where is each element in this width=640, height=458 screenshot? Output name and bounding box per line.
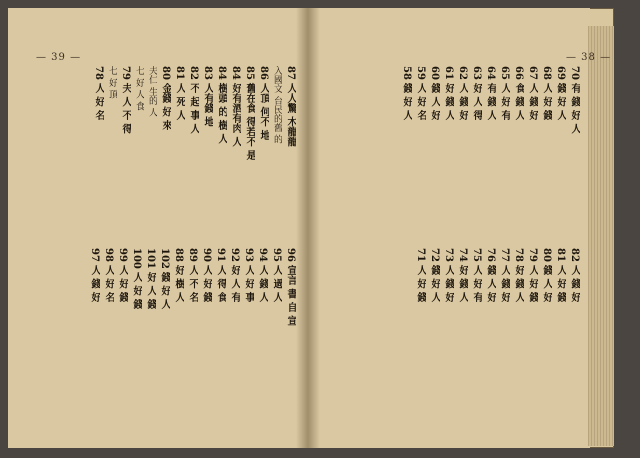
text-column: 68 人 好 錢	[541, 66, 552, 121]
text-column: 84 好有酒有肉 人	[230, 66, 241, 147]
text-column: 七 好 人 食	[134, 66, 144, 111]
text-column: 80 錢 人 好	[541, 248, 552, 303]
text-column: 96 宣言 書 自 宣	[285, 248, 296, 326]
text-column: 69 錢 好 人	[555, 66, 566, 121]
text-column: 77 人 錢 好	[499, 248, 510, 303]
text-column: 66 食 錢 人	[513, 66, 524, 121]
text-column: 91 人 得 食	[215, 248, 226, 303]
text-column: 七 好 頂	[107, 66, 117, 99]
text-column: 81 人 好 錢	[555, 248, 566, 303]
text-column: 90 人 好 錢	[201, 248, 212, 303]
text-column: 79 人 好 錢	[527, 248, 538, 303]
text-column: 63 好 人 得	[471, 66, 482, 121]
open-book	[8, 8, 614, 448]
text-column: 67 人 錢 好	[527, 66, 538, 121]
text-column: 82 人 錢 好	[569, 248, 580, 303]
text-column: 98 人 好 名	[103, 248, 114, 303]
right-page-bottom-text	[330, 248, 580, 426]
text-column: 58 錢 好 人	[401, 66, 412, 121]
text-column: 87 人人驚 木龍龍	[285, 66, 296, 147]
text-column: 95 人 過 人	[271, 248, 282, 303]
text-column: 73 人 錢 好	[443, 248, 454, 303]
left-page-bottom-text	[38, 248, 296, 426]
text-column: 81 人 死 人	[174, 66, 185, 121]
text-column: 99 人 好 錢	[117, 248, 128, 303]
text-column: 65 人 好 有	[499, 66, 510, 121]
text-column: 100 人 好 錢	[131, 248, 142, 310]
text-column: 97 人 錢 好	[89, 248, 100, 303]
right-page-top-text	[330, 66, 580, 236]
text-column: 59 人 好 名	[415, 66, 426, 121]
page-edges	[588, 26, 614, 446]
right-page-number: — 38 —	[566, 52, 612, 63]
left-page-number: — 39 —	[36, 52, 82, 63]
text-column: 85 舊在食 得若不 是	[244, 66, 255, 161]
text-column: 83 人有錢 地	[202, 66, 213, 127]
text-column: 64 有 錢 人	[485, 66, 496, 121]
text-column: 75 人 好 有	[471, 248, 482, 303]
text-column: 88 好 樹 人	[173, 248, 184, 303]
text-column: 72 錢 好 人	[429, 248, 440, 303]
text-column: 80 金錢 好 來	[160, 66, 171, 131]
text-column: 入國文 台民的舊 的	[272, 66, 282, 144]
text-column: 夫仁 生的 人	[147, 66, 157, 117]
text-column: 79 夫 人 不 得	[120, 66, 131, 134]
text-column: 92 好 人 有	[229, 248, 240, 303]
text-column: 93 人 好 事	[243, 248, 254, 303]
text-column: 60 錢 人 好	[429, 66, 440, 121]
text-column: 78 人 好 名	[93, 66, 104, 121]
text-column: 86 人頂 何不 地	[258, 66, 269, 141]
text-column: 61 好 錢 人	[443, 66, 454, 121]
text-column: 74 好 錢 人	[457, 248, 468, 303]
text-column: 89 人 不 名	[187, 248, 198, 303]
text-column: 82 不 起 事 人	[188, 66, 199, 134]
text-column: 70 有 錢 好 人	[569, 66, 580, 134]
text-column: 101 好 人 錢	[145, 248, 156, 310]
text-column: 84 樹頭 的 樹 人	[216, 66, 227, 144]
text-column: 62 人 錢 好	[457, 66, 468, 121]
book-gutter	[296, 8, 320, 448]
text-column: 102 錢 好 人	[159, 248, 170, 310]
text-column: 71 人 好 錢	[415, 248, 426, 303]
text-column: 94 人 錢 人	[257, 248, 268, 303]
left-page-top-text	[38, 66, 296, 236]
text-column: 78 好 錢 人	[513, 248, 524, 303]
text-column: 76 錢 人 好	[485, 248, 496, 303]
